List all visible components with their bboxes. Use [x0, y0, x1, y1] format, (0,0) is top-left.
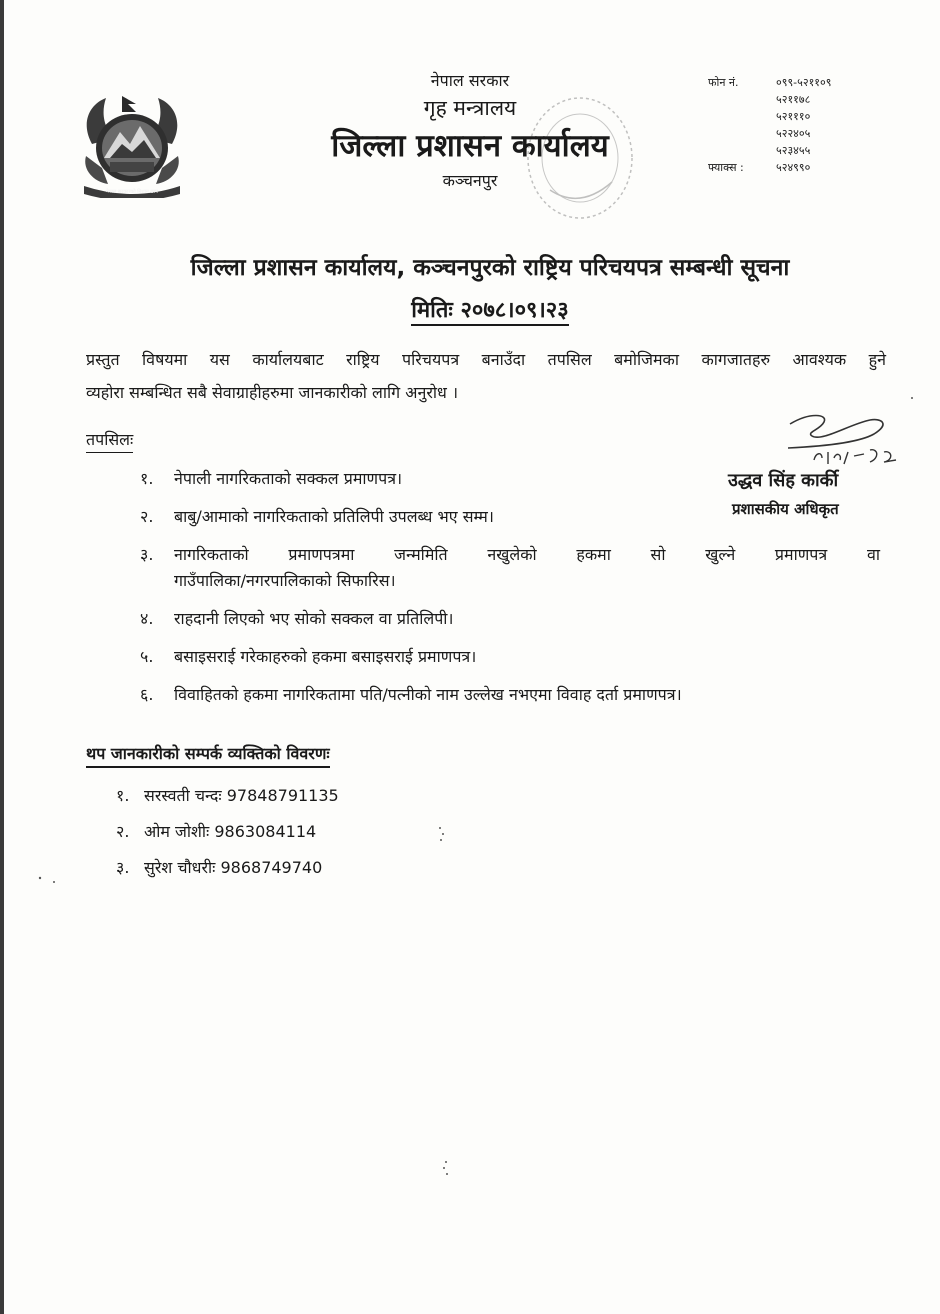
contact-text: ओम जोशीः 9863084114	[144, 822, 317, 841]
contact-number: २.	[116, 822, 130, 841]
district-name: कञ्चनपुर	[442, 171, 498, 190]
fax-number: ५२४९९०	[776, 161, 811, 174]
contact-person	[116, 814, 339, 850]
phone-number: ५२१११०	[776, 110, 811, 123]
requirements-list	[140, 462, 880, 716]
fax-label: फ्याक्स :	[708, 161, 744, 174]
notice-date: मितिः २०७८।०९।२३	[411, 298, 568, 326]
contact-text: सुरेश चौधरीः 9868749740	[144, 858, 323, 877]
contact-person	[116, 850, 339, 886]
phone-number: ५२२४०५	[776, 127, 811, 140]
emblem-motto: नेपाल सरकारको निशान छाप	[106, 189, 158, 195]
item-number: ६.	[140, 685, 154, 704]
phone-number: ०९९-५२११०९	[776, 76, 832, 89]
phone-label: फोन नं.	[708, 76, 739, 89]
item-text: नागरिकताको प्रमाणपत्रमा जन्ममिति नखुलेको हकमा सो खुल्ने प्रमाणपत्र वा	[174, 545, 880, 564]
signatory-title: प्रशासकीय अधिकृत	[732, 500, 839, 518]
list-item	[140, 462, 880, 496]
scan-edge	[0, 0, 4, 1314]
item-text: नेपाली नागरिकताको सक्कल प्रमाणपत्र।	[174, 469, 403, 488]
item-number: ३.	[140, 545, 154, 564]
notice-title: जिल्ला प्रशासन कार्यालय, कञ्चनपुरको राष्ट्रिय परिचयपत्र सम्बन्धी सूचना	[190, 255, 790, 281]
phone-number: ५२११७८	[776, 93, 811, 106]
contact-persons	[116, 778, 339, 886]
list-item	[140, 640, 880, 674]
item-text: विवाहितको हकमा नागरिकतामा पति/पत्नीको नाम उल्लेख नभएमा विवाह दर्ता प्रमाणपत्र।	[174, 685, 682, 704]
contact-text: सरस्वती चन्दः 97848791135	[144, 786, 339, 805]
nepal-emblem-icon	[70, 86, 194, 198]
office-name: जिल्ला प्रशासन कार्यालय	[331, 128, 609, 164]
item-number: १.	[140, 469, 154, 488]
item-text: बाबु/आमाको नागरिकताको प्रतिलिपी उपलब्ध भए सम्म।	[174, 507, 494, 526]
item-text: बसाइसराई गरेकाहरुको हकमा बसाइसराई प्रमाणपत्र।	[174, 647, 477, 666]
item-number: २.	[140, 507, 154, 526]
letterhead	[280, 70, 660, 194]
ministry-name: गृह मन्त्रालय	[423, 96, 517, 120]
list-item	[140, 500, 880, 534]
signatory-name: उद्धव सिंह कार्की	[728, 470, 839, 491]
contact-number: १.	[116, 786, 130, 805]
item-text: राहदानी लिएको भए सोको सक्कल वा प्रतिलिपी।	[174, 609, 454, 628]
contacts-heading: थप जानकारीको सम्पर्क व्यक्तिको विवरणः	[86, 742, 330, 768]
intro-line: प्रस्तुत विषयमा यस कार्यालयबाट राष्ट्रिय परिचयपत्र बनाउँदा तपसिल बमोजिमका कागजातहरु आवश्यक हुने	[86, 350, 886, 369]
item-number: ४.	[140, 609, 154, 628]
list-heading: तपसिलः	[86, 428, 133, 453]
contact-block	[708, 74, 858, 176]
list-item	[140, 678, 880, 712]
item-text-continued: गाउँपालिका/नगरपालिकाको सिफारिस।	[174, 571, 396, 590]
notice-intro	[86, 343, 886, 409]
contact-person	[116, 778, 339, 814]
item-number: ५.	[140, 647, 154, 666]
notice-date-wrap	[60, 294, 920, 328]
contact-number: ३.	[116, 858, 130, 877]
intro-line: व्यहोरा सम्बन्धित सबै सेवाग्राहीहरुमा जानकारीको लागि अनुरोध ।	[86, 383, 459, 402]
government-name: नेपाल सरकार	[430, 71, 510, 90]
list-item	[140, 602, 880, 636]
phone-number: ५२३४५५	[776, 144, 811, 157]
